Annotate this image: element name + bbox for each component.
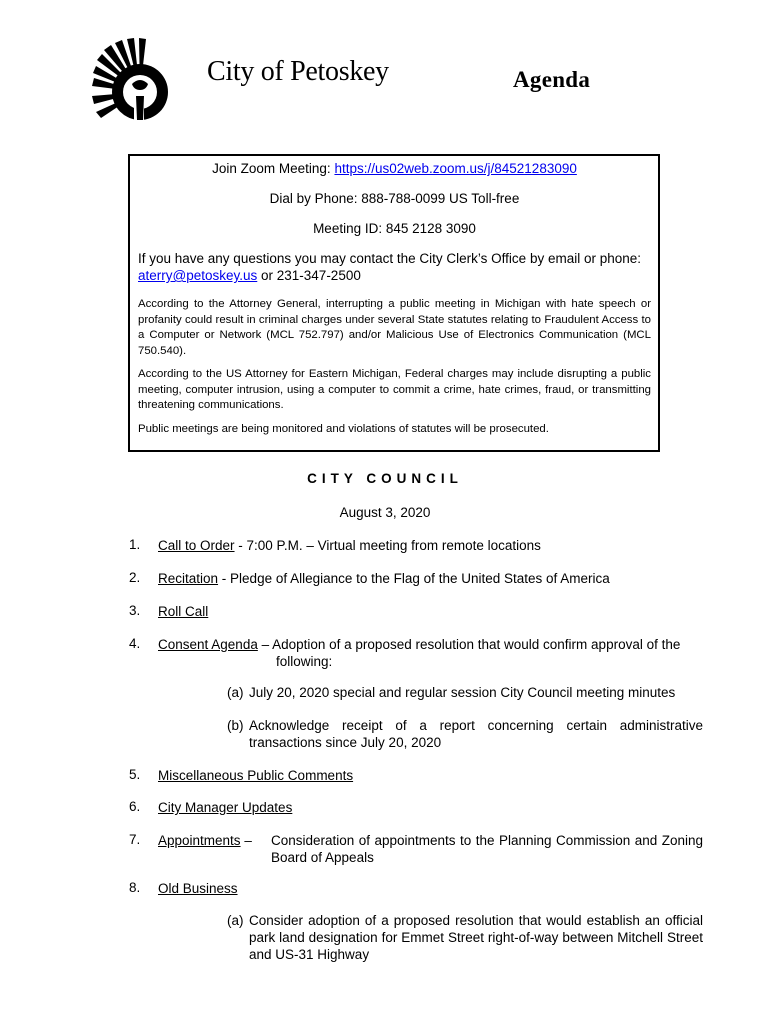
agenda-item-call-to-order (158, 537, 541, 554)
city-name-title: City of Petoskey (207, 56, 389, 87)
item-text: – (240, 833, 252, 848)
item-title: Recitation (158, 571, 219, 586)
item-title: Miscellaneous Public Comments (158, 768, 354, 783)
item-title: City Manager Updates (158, 800, 293, 815)
clerk-phone: or 231-347-2500 (257, 268, 361, 283)
city-logo-icon (88, 38, 174, 124)
agenda-title: Agenda (513, 67, 591, 92)
monitoring-notice: Public meetings are being monitored and violations of statutes will be prosecuted. (138, 422, 549, 435)
item-number: 7. (129, 832, 141, 847)
item-title: Old Business (158, 881, 238, 896)
meeting-id-line: Meeting ID: 845 2128 3090 (313, 221, 476, 236)
item-title: Roll Call (158, 604, 209, 619)
item-number: 3. (129, 603, 141, 618)
agenda-item-roll-call (158, 603, 208, 620)
item-text: - 7:00 P.M. – Virtual meeting from remote locations (234, 538, 541, 553)
questions-line (138, 250, 651, 284)
zoom-link[interactable]: https://us02web.zoom.us/j/84521283090 (334, 161, 577, 176)
zoom-label: Join Zoom Meeting: (212, 161, 335, 176)
agenda-item-city-manager-updates (158, 799, 292, 816)
subitem-label: (b) (227, 718, 244, 733)
item-title: Call to Order (158, 538, 235, 553)
agenda-item-old-business (158, 880, 238, 897)
meeting-date: August 3, 2020 (339, 505, 431, 520)
old-business-subitem-a (227, 912, 703, 963)
consent-subitem-b (227, 717, 703, 751)
item-text: - Pledge of Allegiance to the Flag of the United States of America (218, 571, 610, 586)
agenda-item-public-comments (158, 767, 353, 784)
agenda-item-recitation (158, 570, 610, 587)
item-number: 5. (129, 767, 141, 782)
item-number: 6. (129, 799, 141, 814)
city-council-heading: CITY COUNCIL (307, 471, 463, 486)
subitem-text: July 20, 2020 special and regular session City Council meeting minutes (249, 685, 676, 700)
dial-phone-line: Dial by Phone: 888-788-0099 US Toll-free (269, 191, 520, 206)
consent-agenda-continuation: following: (276, 654, 333, 669)
subitem-label: (a) (227, 685, 244, 700)
item-number: 4. (129, 636, 141, 651)
attorney-general-notice: According to the Attorney General, interrupting a public meeting in Michigan with hate speech or profanity could result in criminal charges under several State statutes relating to Fraudulent Access to a Computer or Network (MCL 752.797) and/or Malicious Use of Electronics Communication (MCL 750.540). (138, 298, 651, 357)
agenda-item-consent-agenda (158, 636, 704, 653)
item-number: 8. (129, 880, 141, 895)
clerk-email-link[interactable]: aterry@petoskey.us (138, 268, 258, 283)
agenda-item-appointments (158, 832, 252, 849)
item-number: 1. (129, 537, 141, 552)
consent-subitem-a (227, 684, 703, 701)
zoom-line (138, 160, 651, 177)
appointments-description: Consideration of appointments to the Planning Commission and Zoning Board of Appeals (271, 833, 703, 865)
item-title: Appointments (158, 833, 241, 848)
meeting-notice-box (128, 154, 660, 452)
item-title: Consent Agenda (158, 637, 258, 652)
item-number: 2. (129, 570, 141, 585)
us-attorney-notice: According to the US Attorney for Eastern Michigan, Federal charges may include disrupting a public meeting, computer intrusion, using a computer to commit a crime, hate crimes, fraud, or transmitting threatening communications. (138, 368, 651, 411)
subitem-text: Acknowledge receipt of a report concerning certain administrative transactions since July 20, 2020 (249, 718, 703, 750)
item-text: – Adoption of a proposed resolution that would confirm approval of the (257, 637, 681, 652)
subitem-label: (a) (227, 913, 244, 928)
subitem-text: Consider adoption of a proposed resolution that would establish an official park land designation for Emmet Street right-of-way between Mitchell Street and US-31 Highway (249, 913, 703, 962)
questions-text: If you have any questions you may contact the City Clerk’s Office by email or phone: (138, 251, 642, 266)
